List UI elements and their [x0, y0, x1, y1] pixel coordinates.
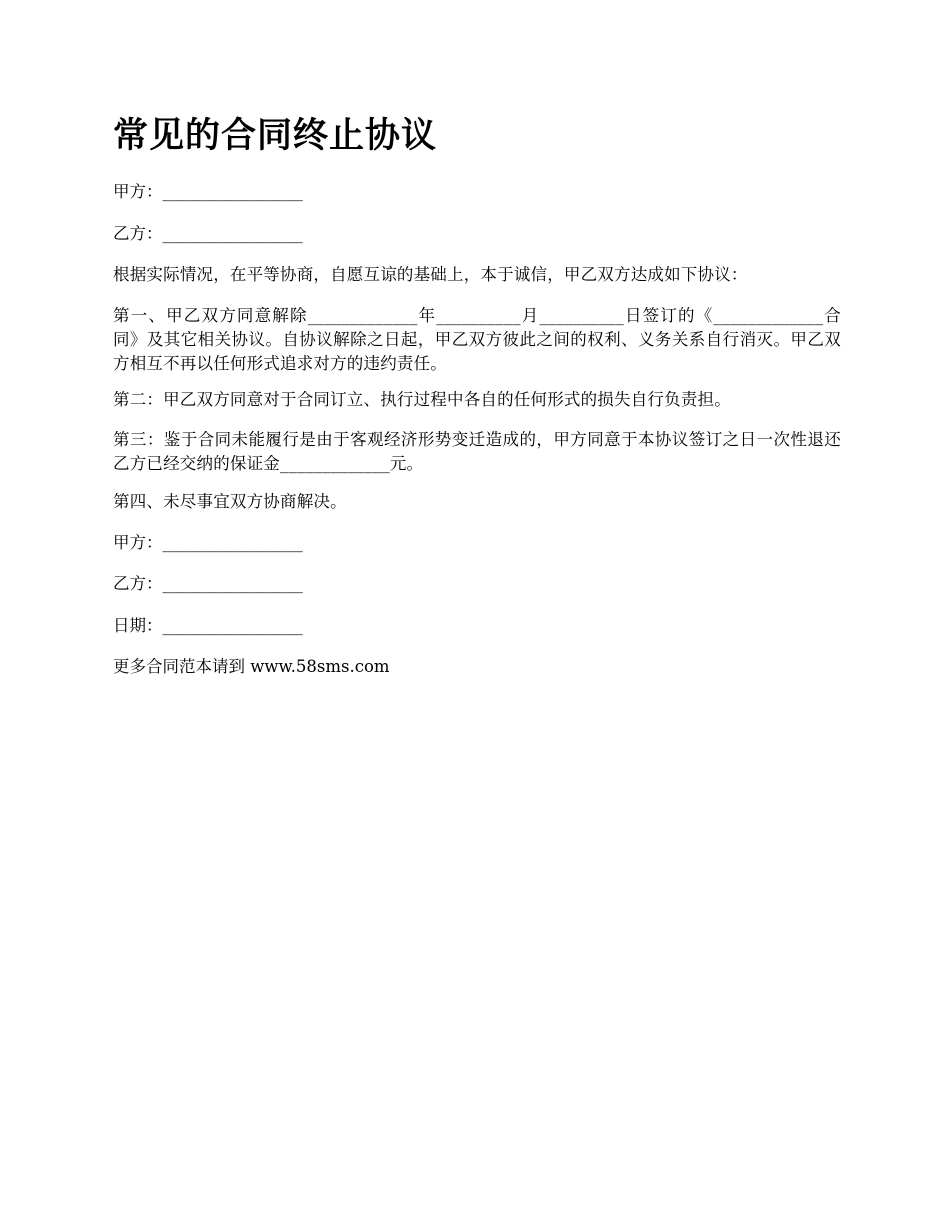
date-sign-line: 日期：_________________ [113, 616, 303, 635]
party-a-line-top: 甲方：_________________ [113, 182, 303, 201]
clause-3-paragraph: 第三：鉴于合同未能履行是由于客观经济形势变迁造成的，甲方同意于本协议签订之日一次性退还乙方已经交纳的保证金_____________元。 [113, 430, 841, 473]
party-a-sign-line: 甲方：_________________ [113, 533, 303, 552]
clause-4-paragraph: 第四、未尽事宜双方协商解决。 [113, 492, 347, 511]
footer-link-text: 更多合同范本请到 www.58sms.com [113, 657, 390, 676]
party-b-line-top: 乙方：_________________ [113, 224, 303, 243]
clause-2-paragraph: 第二：甲乙双方同意对于合同订立、执行过程中各自的任何形式的损失自行负责担。 [113, 390, 731, 409]
document-title: 常见的合同终止协议 [113, 115, 438, 156]
intro-paragraph: 根据实际情况，在平等协商，自愿互谅的基础上，本于诚信，甲乙双方达成如下协议： [113, 265, 748, 284]
clause-1-paragraph: 第一、甲乙双方同意解除_____________年__________月__________日签订的《_____________合同》及其它相关协议。自协议解除之日起，甲乙双方彼此之间的权利、义务关系自行消灭。甲乙双方相互不再以任何形式追求对方的违约责任。 [113, 306, 841, 373]
party-b-sign-line: 乙方：_________________ [113, 574, 303, 593]
